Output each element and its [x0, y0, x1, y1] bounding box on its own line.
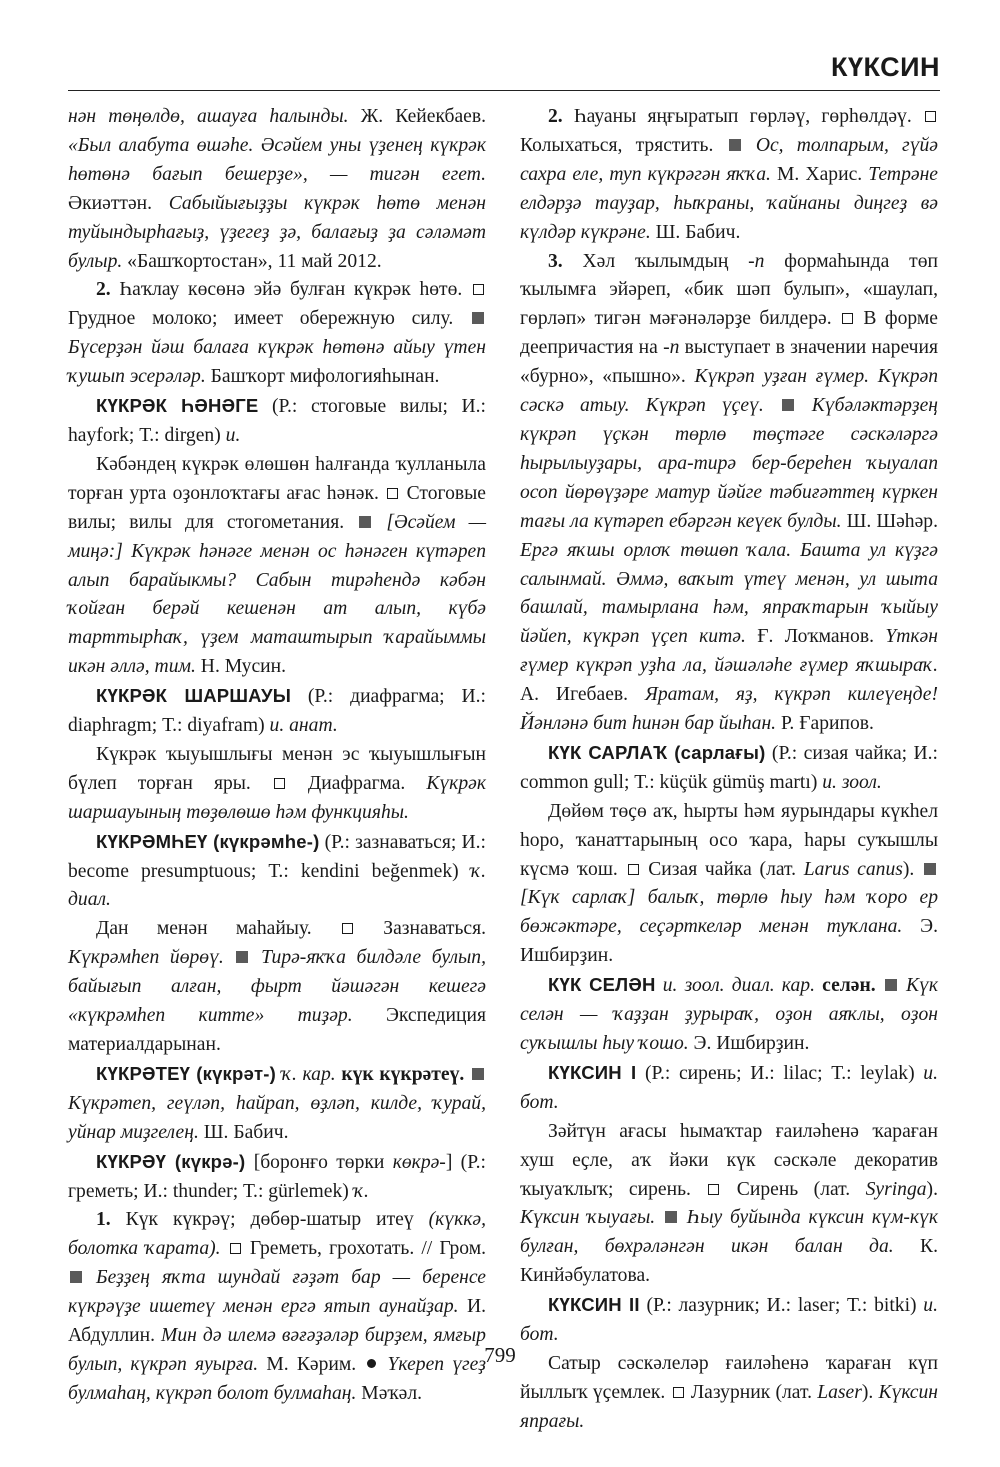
headword: КҮКРӘК ШАРШАУЫ [96, 685, 292, 707]
translation-square-icon [842, 313, 853, 324]
headword: КҮК САРЛАҠ (сарлағы) [548, 741, 766, 763]
entry-headword-line: КҮКСИН II (Р.: лазурник; И.: laser; Т.: bitki) и. бот. [520, 1294, 938, 1346]
sense-paragraph: 2. Һауаны яңғыратып гөрләү, гөрһөлдәү. Колыхаться, трястить. Ос, толпарым, гүйә сахра еле, туп күкрәгән яҡҡа. М. Харис. Тетрәне елдәрҙә тауҙар, һыҡраны, ҡайнаны диңгеҙ вә күлдәр күкрәне. Ш. Бабич. [520, 106, 938, 243]
example-square-icon [924, 863, 936, 875]
definition-paragraph: Дөйөм төҫө аҡ, һырты һәм яурындары күкһел һоро, ҡанаттарының осо ҡара, һары суҡышлы күсмә ҡош. Сизая чайка (лат. Larus canus). [Күк сарлаҡ] балыҡ, төрлө һыу һәм ҡоро ер бөжәктәре, сеҫәрткеләр менән туҡлана. Э. Ишбирҙин. [520, 800, 938, 967]
translation-square-icon [673, 1387, 684, 1398]
headword: КҮКРӘМҺЕҮ (күкрәмһе-) [96, 830, 320, 852]
definition-paragraph: Күкрәк ҡыуышлығы менән эс ҡыуышлығын бүлеп торған яры. Диафрагма. Күкрәк шаршауының төҙөлөшө һәм функцияһы. [68, 743, 486, 823]
entry-headword-line: КҮКРӘК ШАРШАУЫ (Р.: диафрагма; И.: diaphragm; Т.: diyafram) и. анат. [68, 685, 486, 737]
example-square-icon [472, 1068, 484, 1080]
translation-square-icon [473, 284, 484, 295]
translation-square-icon [708, 1184, 719, 1195]
headword: КҮКСИН II [548, 1294, 640, 1316]
translation-square-icon [274, 778, 285, 789]
headword: КҮК СЕЛӘН [548, 974, 656, 996]
example-square-icon [665, 1211, 677, 1223]
example-square-icon [236, 951, 248, 963]
example-square-icon [70, 1271, 82, 1283]
entry-headword-line: КҮКСИН I (Р.: сирень; И.: lilac; Т.: leylak) и. бот. [520, 1061, 938, 1113]
running-head: КҮКСИН [830, 52, 940, 82]
translation-square-icon [342, 923, 353, 934]
translation-square-icon [925, 111, 936, 122]
example-square-icon [729, 139, 741, 151]
headword: КҮКРӘТЕҮ (күкрәт-) [96, 1062, 276, 1084]
example-square-icon [782, 399, 794, 411]
header-rule [68, 90, 940, 91]
sense-paragraph: 1. Күк күкрәү; дөбөр-шатыр итеү (күккә, болотка ҡарата). Греметь, грохотать. // Гром. Беҙҙең яҡта шундай ғәҙәт бар — беренсе күкрәүҙе ишетеү менән ергә ятып аунайҙар. И. Абдуллин. Мин дә илемә вәғәҙәләр бирҙем, ямғыр булып, күкрәп яуырға. М. Кәрим. Үкереп үгеҙ булмаһаң, күкрәп болот булмаһаң. Мәҡәл. [68, 1209, 486, 1404]
headword: КҮКРӘҮ (күкрә-) [96, 1150, 246, 1172]
sense-paragraph: 2. Һаҡлау көсөнә эйә булған күкрәк һөтө. Грудное молоко; имеет обережную силу. Бүсерҙән йәш балаға күкрәк һөтөнә айыу үтен ҡушып эсерәләр. Башҡорт мифологияһынан. [68, 279, 486, 388]
example-square-icon [359, 516, 371, 528]
headword: КҮКРӘК ҺӘНӘГЕ [96, 395, 259, 417]
definition-paragraph: Дан менән маһайыу. Зазнаваться. Күкрәмһеп йөрөү. Тирә-яҡҡа билдәле булып, байығып алған, фырт йәшәгән кешегә «күкрәмһеп китте» тиҙәр. Экспедиция материалдарынан. [68, 918, 486, 1055]
definition-paragraph: Сатыр сәскәлеләр ғаиләһенә ҡараған күп йыллыҡ үҫемлек. Лазурник (лат. Laser). Күксин япрағы. [520, 1352, 938, 1432]
page-number: 799 [484, 1343, 516, 1367]
translation-square-icon [387, 488, 398, 499]
entry-continuation: нән төңөлдө, ашауға һалынды. Ж. Кейекбаев. «Был алабута өшәһе. Әсәйем уны үҙенең күкрәк һөтөнә бағып бешерҙе», — тигән егет. Әкиәттән. Сабыйығыҙҙы күкрәк һөтө менән туйындырһағыҙ, үҙегеҙ ҙә, балағыҙ ҙа сәләмәт булыр. «Башҡортостан», 11 май 2012. [68, 106, 487, 272]
translation-square-icon [628, 864, 639, 875]
example-square-icon [885, 979, 897, 991]
headword: КҮКСИН I [548, 1061, 637, 1083]
right-column [520, 103, 938, 1437]
entry-headword-line: КҮКРӘК ҺӘНӘГЕ (Р.: стоговые вилы; И.: hayfork; Т.: dirgen) и. [68, 395, 487, 446]
example-square-icon [472, 312, 484, 324]
sense-paragraph: 3. Хәл ҡылымдың -п формаһында төп ҡылымға эйәреп, «бик шәп булып», «шаулап, гөрләп» тигән мәғәнәләрҙе билдерә. В форме деепричастия на -п выступает в значении наречия «бурно», «пышно». Күкрәп уҙған ғүмер. Күкрәп сәскә атыу. Күкрәп үҫеү. Күбәләктәрҙең күкрәп үҫкән төрлө төҫтәге сәскәләргә һырылыуҙары, ара-тирә бер-береһен ҡыуалап осоп йөрөүҙәре матур йәйге тәбиғәттең күркен тағы ла күтәреп ебәргән кеүек булды. Ш. Шәһәр. Ергә яҡшы орлоҡ төшөп ҡала. Башта ул күҙгә салынмай. Әммә, ваҡыт үтеү менән, ул шыта башлай, тамырлана һәм, япраҡтарын ҡыйыу йәйеп, күкрәп үҫеп китә. Ғ. Лоҡманов. Үткән ғүмер күкрәп уҙһа ла, йәшәләһе ғүмер яҡшыраҡ. А. Игебаев. Яратам, яҙ, күкрәп килеүеңде! Йәнләнә бит һинән бар йыһан. Р. Ғарипов. [520, 250, 939, 735]
translation-square-icon [230, 1243, 241, 1254]
entry-headword-line: КҮКРӘТЕҮ (күкрәт-) ҡ. кар. күк күкрәтеү. Күкрәтеп, геүләп, һайрап, өҙләп, килде, ҡурай, уйнар миҙгелең. Ш. Бабич. [68, 1062, 486, 1143]
entry-headword-line: КҮКРӘМҺЕҮ (күкрәмһе-) (Р.: зазнаваться; И.: become presumptuous; Т.: kendini beğenmek) ҡ. диал. [68, 830, 486, 911]
definition-paragraph: Кәбәндең күкрәк өлөшөн һалғанда ҡулланыла торған урта оҙонлоҡтағы ағас һәнәк. Стоговые вилы; вилы для стогометания. [Әсәйем — миңә:] Күкрәк һәнәге менән ос һәнәген күтәреп алып барайыкмы? Сабын тирәһендә кәбән ҡойған берәй кешенән ат алып, күбә тарттырһаҡ, үҙем маташтырып ҡарайыммы икән әллә, тим. Н. Мусин. [68, 453, 486, 678]
left-column [68, 103, 486, 1409]
definition-paragraph: Зәйтүн ағасы һымаҡтар ғаиләһенә ҡараған хуш еҫле, аҡ йәки күк сәскәле декоратив ҡыуаҡлыҡ; сирень. Сирень (лат. Syringa). Күксин ҡыуағы. Һыу буйында күксин күм-күк булған, бөхрәләнгән икән балан да. К. Кинйәбулатова. [520, 1120, 938, 1287]
entry-headword-line: КҮКРӘҮ (күкрә-) [боронғо төрки көкрә-] (Р.: греметь; И.: thunder; Т.: gürlemek) ҡ. [68, 1150, 486, 1202]
entry-headword-line: КҮК СЕЛӘН и. зоол. диал. кар. селән. Күк селән — ҡаҙҙан ҙурыраҡ, оҙон аяҡлы, оҙон суҡышлы һыу ҡошо. Э. Ишбирҙин. [520, 974, 938, 1054]
entry-headword-line: КҮК САРЛАҠ (сарлағы) (Р.: сизая чайка; И.: common gull; Т.: küçük gümüş martı) и. зоол. [520, 741, 938, 793]
